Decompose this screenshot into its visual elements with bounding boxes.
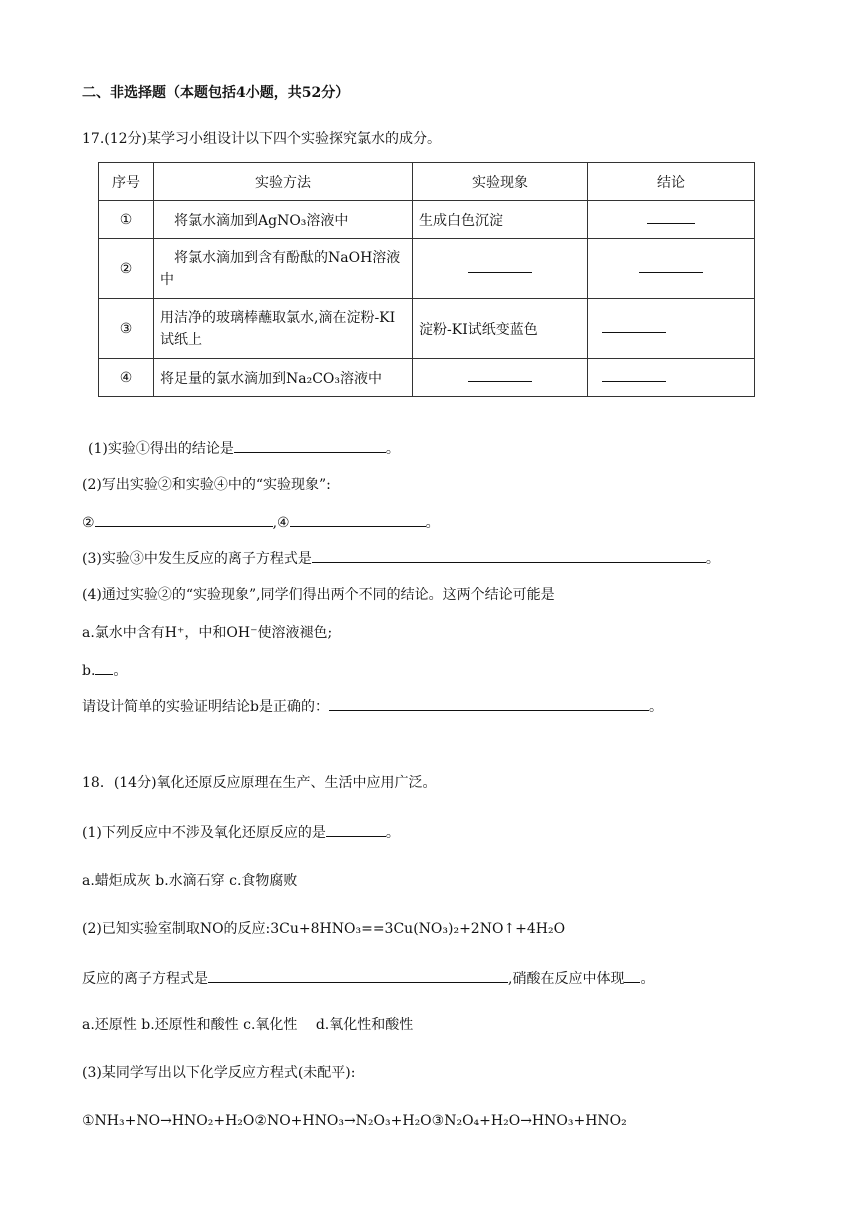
answer-blank[interactable] — [326, 824, 386, 837]
row-method: 用洁净的玻璃棒蘸取氯水,滴在淀粉-KI试纸上 — [154, 299, 413, 359]
table-row — [99, 201, 755, 239]
q18-part2: (2)已知实验室制取NO的反应:3Cu+8HNO₃==3Cu(NO₃)₂+2NO↑+4H₂O — [82, 921, 566, 937]
experiment-table — [98, 162, 755, 397]
conclusion-blank[interactable] — [588, 299, 755, 359]
answer-blank[interactable] — [95, 514, 273, 527]
answer-blank[interactable] — [208, 970, 508, 983]
header-number: 序号 — [99, 163, 154, 201]
q17-part2: (2)写出实验②和实验④中的“实验现象”: — [82, 477, 331, 493]
conclusion-blank[interactable] — [588, 201, 755, 239]
q18-part1-options: a.蜡炬成灰 b.水滴石穿 c.食物腐败 — [82, 873, 298, 889]
answer-blank[interactable] — [312, 550, 706, 563]
q17-part3: (3)实验③中发生反应的离子方程式是 。 — [82, 551, 720, 567]
answer-blank[interactable] — [234, 440, 386, 453]
q18-part2-options: a.还原性 b.还原性和酸性 c.氧化性 d.氧化性和酸性 — [82, 1017, 414, 1033]
conclusion-blank[interactable] — [588, 359, 755, 397]
phenomenon-blank[interactable] — [413, 239, 588, 299]
q17-part4-design: 请设计简单的实验证明结论b是正确的： 。 — [82, 699, 663, 715]
answer-blank[interactable] — [95, 662, 113, 675]
row-phenomenon: 淀粉-KI试纸变蓝色 — [413, 299, 588, 359]
q17-part1: (1)实验①得出的结论是 。 — [88, 441, 400, 457]
row-number: ③ — [99, 299, 154, 359]
phenomenon-blank[interactable] — [413, 359, 588, 397]
row-method: 将足量的氯水滴加到Na₂CO₃溶液中 — [154, 359, 413, 397]
q18-part3: (3)某同学写出以下化学反应方程式(未配平): — [82, 1065, 356, 1081]
row-method: 将氯水滴加到AgNO₃溶液中 — [154, 201, 413, 239]
row-number: ② — [99, 239, 154, 299]
row-number: ④ — [99, 359, 154, 397]
table-header-row — [99, 163, 755, 201]
row-method: 将氯水滴加到含有酚酞的NaOH溶液中 — [154, 239, 413, 299]
table-row — [99, 299, 755, 359]
q17-part2-answers: ② ,④ 。 — [82, 515, 440, 531]
row-phenomenon: 生成白色沉淀 — [413, 201, 588, 239]
q17-part4-a: a.氯水中含有H⁺，中和OH⁻使溶液褪色; — [82, 625, 333, 641]
q17-part4-b: b. 。 — [82, 663, 128, 679]
answer-blank[interactable] — [290, 514, 426, 527]
q18-part2-ionic: 反应的离子方程式是 ,硝酸在反应中体现 。 — [82, 971, 655, 987]
q18-part3-equations: ①NH₃+NO→HNO₂+H₂O②NO+HNO₃→N₂O₃+H₂O③N₂O₄+H₂O→HNO₃+HNO₂ — [82, 1113, 627, 1129]
section-title: 二、非选择题（本题包括4小题，共52分） — [82, 85, 350, 101]
header-conclusion: 结论 — [588, 163, 755, 201]
answer-blank[interactable] — [329, 698, 649, 711]
row-number: ① — [99, 201, 154, 239]
q18-stem: 18．(14分)氧化还原反应原理在生产、生活中应用广泛。 — [82, 775, 437, 791]
answer-blank[interactable] — [624, 970, 640, 983]
conclusion-blank[interactable] — [588, 239, 755, 299]
table-row — [99, 359, 755, 397]
q17-part4: (4)通过实验②的“实验现象”,同学们得出两个不同的结论。这两个结论可能是 — [82, 587, 555, 603]
header-phenomenon: 实验现象 — [413, 163, 588, 201]
q17-stem: 17.(12分)某学习小组设计以下四个实验探究氯水的成分。 — [82, 131, 442, 147]
table-row — [99, 239, 755, 299]
header-method: 实验方法 — [154, 163, 413, 201]
q18-part1: (1)下列反应中不涉及氧化还原反应的是 。 — [82, 825, 400, 841]
